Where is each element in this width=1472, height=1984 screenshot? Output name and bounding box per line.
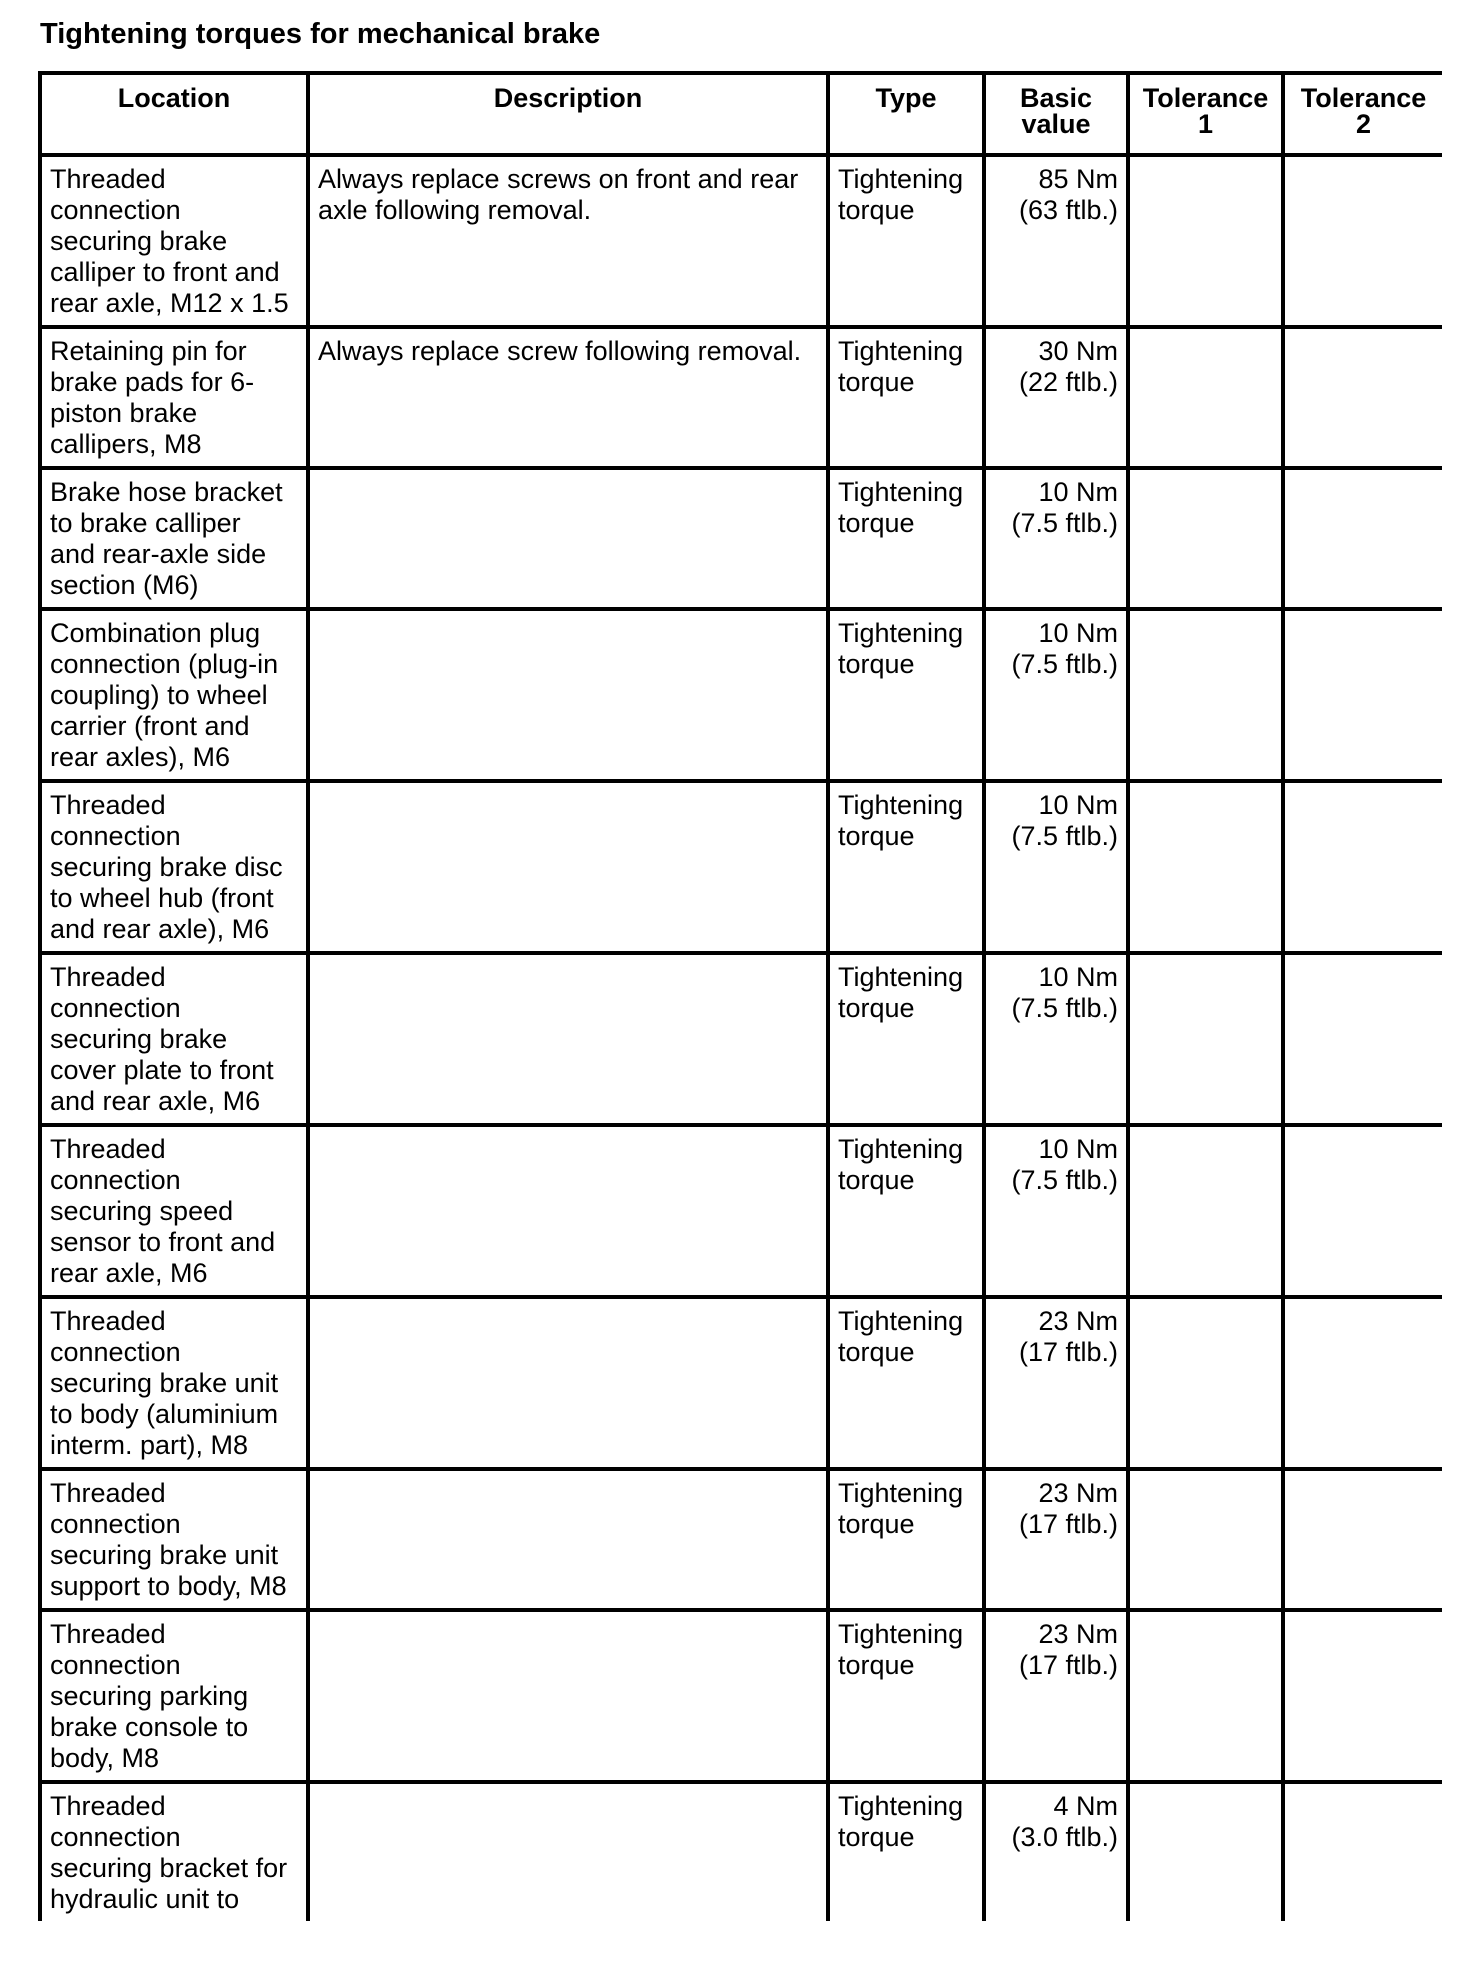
cell-line: 10 Nm — [1038, 1134, 1118, 1164]
tolerance-1-cell — [1128, 1125, 1283, 1297]
basic-value-cell — [984, 953, 1128, 1125]
table-row — [40, 468, 1442, 609]
cell-line: and rear-axle side — [50, 539, 267, 569]
header-tolerance-1-line-2: 1 — [1197, 109, 1214, 139]
cell-line: Retaining pin for — [50, 336, 247, 366]
cell-line: (7.5 ftlb.) — [1011, 821, 1118, 851]
cell-line: Threaded — [50, 1134, 166, 1164]
cell-line: (17 ftlb.) — [1018, 1337, 1118, 1367]
torque-table — [38, 71, 1442, 1921]
header-basic-value — [984, 73, 1128, 155]
tolerance-2-cell — [1283, 1125, 1442, 1297]
cell-line: coupling) to wheel — [50, 680, 268, 710]
cell-line: connection — [50, 195, 181, 225]
type-cell — [828, 155, 984, 327]
cell-line: Threaded — [50, 1478, 166, 1508]
cell-line: securing brake unit — [50, 1368, 279, 1398]
cell-line: Tightening — [838, 790, 964, 820]
cell-line: Tightening — [838, 962, 964, 992]
table-row — [40, 953, 1442, 1125]
cell-line: axle following removal. — [318, 195, 592, 225]
header-type: Type — [828, 73, 984, 155]
cell-line: connection — [50, 1337, 181, 1367]
cell-line: torque — [838, 1165, 915, 1195]
cell-line: Always replace screws on front and rear — [318, 164, 799, 194]
description-cell — [308, 468, 828, 609]
cell-line: hydraulic unit to — [50, 1884, 240, 1914]
header-basic-value-line-1: Basic — [1019, 83, 1093, 113]
tolerance-1-cell — [1128, 468, 1283, 609]
cell-line: to wheel hub (front — [50, 883, 274, 913]
header-tolerance-2-line-2: 2 — [1355, 109, 1372, 139]
location-cell — [40, 1782, 308, 1921]
cell-line: torque — [838, 508, 915, 538]
cell-line: 30 Nm — [1038, 336, 1118, 366]
cell-line: sensor to front and — [50, 1227, 276, 1257]
cell-line: Threaded — [50, 1306, 166, 1336]
cell-line: (17 ftlb.) — [1018, 1509, 1118, 1539]
tolerance-2-cell — [1283, 468, 1442, 609]
tolerance-1-cell — [1128, 781, 1283, 953]
type-cell — [828, 953, 984, 1125]
table-row — [40, 1782, 1442, 1921]
cell-line: Tightening — [838, 1134, 964, 1164]
cell-line: body, M8 — [50, 1743, 160, 1773]
description-cell — [308, 327, 828, 468]
location-cell — [40, 953, 308, 1125]
cell-line: brake console to — [50, 1712, 249, 1742]
description-cell — [308, 155, 828, 327]
cell-line: rear axles), M6 — [50, 742, 231, 772]
table-row — [40, 1610, 1442, 1782]
description-cell — [308, 1610, 828, 1782]
cell-line: (17 ftlb.) — [1018, 1650, 1118, 1680]
cell-line: torque — [838, 367, 915, 397]
cell-line: torque — [838, 1337, 915, 1367]
basic-value-cell — [984, 1610, 1128, 1782]
cell-line: carrier (front and — [50, 711, 250, 741]
tolerance-2-cell — [1283, 1469, 1442, 1610]
cell-line: piston brake — [50, 398, 198, 428]
table-header-row — [40, 73, 1442, 155]
cell-line: 23 Nm — [1038, 1478, 1118, 1508]
cell-line: securing brake — [50, 226, 228, 256]
header-tolerance-2-line-1: Tolerance — [1300, 83, 1427, 113]
cell-line: cover plate to front — [50, 1055, 274, 1085]
cell-line: (3.0 ftlb.) — [1011, 1822, 1118, 1852]
cell-line: torque — [838, 1822, 915, 1852]
cell-line: torque — [838, 195, 915, 225]
cell-line: torque — [838, 649, 915, 679]
cell-line: 10 Nm — [1038, 962, 1118, 992]
type-cell — [828, 1610, 984, 1782]
cell-line: 23 Nm — [1038, 1306, 1118, 1336]
basic-value-cell — [984, 781, 1128, 953]
cell-line: connection — [50, 821, 181, 851]
cell-line: connection — [50, 993, 181, 1023]
cell-line: 10 Nm — [1038, 477, 1118, 507]
cell-line: 10 Nm — [1038, 790, 1118, 820]
cell-line: 10 Nm — [1038, 618, 1118, 648]
cell-line: securing brake disc — [50, 852, 283, 882]
cell-line: Tightening — [838, 1791, 964, 1821]
cell-line: Threaded — [50, 962, 166, 992]
type-cell — [828, 1125, 984, 1297]
tolerance-2-cell — [1283, 327, 1442, 468]
basic-value-cell — [984, 1125, 1128, 1297]
page-title: Tightening torques for mechanical brake — [40, 18, 601, 50]
location-cell — [40, 327, 308, 468]
cell-line: Tightening — [838, 1306, 964, 1336]
cell-line: 4 Nm — [1053, 1791, 1118, 1821]
header-tolerance-1 — [1128, 73, 1283, 155]
header-basic-value-line-2: value — [1021, 109, 1091, 139]
table-row — [40, 609, 1442, 781]
location-cell — [40, 1469, 308, 1610]
header-tolerance-1-line-1: Tolerance — [1142, 83, 1269, 113]
cell-line: Combination plug — [50, 618, 261, 648]
cell-line: Threaded — [50, 1619, 166, 1649]
location-cell — [40, 1610, 308, 1782]
basic-value-cell — [984, 1297, 1128, 1469]
table-row — [40, 781, 1442, 953]
tolerance-1-cell — [1128, 1297, 1283, 1469]
basic-value-cell — [984, 609, 1128, 781]
type-cell — [828, 781, 984, 953]
tolerance-2-cell — [1283, 609, 1442, 781]
cell-line: Threaded — [50, 790, 166, 820]
header-tolerance-2 — [1283, 73, 1442, 155]
cell-line: Tightening — [838, 1619, 964, 1649]
location-cell — [40, 609, 308, 781]
cell-line: callipers, M8 — [50, 429, 202, 459]
tolerance-2-cell — [1283, 1782, 1442, 1921]
cell-line: Tightening — [838, 618, 964, 648]
cell-line: connection (plug-in — [50, 649, 279, 679]
cell-line: torque — [838, 821, 915, 851]
cell-line: connection — [50, 1650, 181, 1680]
header-description: Description — [308, 73, 828, 155]
tolerance-1-cell — [1128, 1610, 1283, 1782]
location-cell — [40, 155, 308, 327]
torque-table-container — [38, 71, 1442, 1984]
tolerance-2-cell — [1283, 155, 1442, 327]
cell-line: section (M6) — [50, 570, 199, 600]
cell-line: securing parking — [50, 1681, 249, 1711]
cell-line: (7.5 ftlb.) — [1011, 993, 1118, 1023]
cell-line: torque — [838, 1650, 915, 1680]
location-cell — [40, 781, 308, 953]
cell-line: Tightening — [838, 1478, 964, 1508]
cell-line: and rear axle, M6 — [50, 1086, 261, 1116]
type-cell — [828, 609, 984, 781]
tolerance-2-cell — [1283, 781, 1442, 953]
tolerance-1-cell — [1128, 155, 1283, 327]
tolerance-2-cell — [1283, 1297, 1442, 1469]
basic-value-cell — [984, 468, 1128, 609]
type-cell — [828, 468, 984, 609]
basic-value-cell — [984, 327, 1128, 468]
cell-line: calliper to front and — [50, 257, 280, 287]
cell-line: securing brake — [50, 1024, 228, 1054]
cell-line: interm. part), M8 — [50, 1430, 249, 1460]
cell-line: to body (aluminium — [50, 1399, 279, 1429]
description-cell — [308, 1782, 828, 1921]
header-location: Location — [40, 73, 308, 155]
basic-value-cell — [984, 1782, 1128, 1921]
basic-value-cell — [984, 155, 1128, 327]
cell-line: to brake calliper — [50, 508, 241, 538]
tolerance-1-cell — [1128, 953, 1283, 1125]
description-cell — [308, 1125, 828, 1297]
cell-line: securing bracket for — [50, 1853, 288, 1883]
description-cell — [308, 953, 828, 1125]
description-cell — [308, 1297, 828, 1469]
cell-line: Threaded — [50, 1791, 166, 1821]
tolerance-1-cell — [1128, 1782, 1283, 1921]
location-cell — [40, 468, 308, 609]
cell-line: Tightening — [838, 336, 964, 366]
cell-line: brake pads for 6- — [50, 367, 255, 397]
cell-line: Tightening — [838, 477, 964, 507]
basic-value-cell — [984, 1469, 1128, 1610]
table-body — [40, 155, 1442, 1921]
table-row — [40, 1469, 1442, 1610]
cell-line: Always replace screw following removal. — [318, 336, 802, 366]
cell-line: rear axle, M12 x 1.5 — [50, 288, 289, 318]
type-cell — [828, 1469, 984, 1610]
location-cell — [40, 1297, 308, 1469]
cell-line: Brake hose bracket — [50, 477, 283, 507]
description-cell — [308, 781, 828, 953]
type-cell — [828, 1782, 984, 1921]
cell-line: torque — [838, 1509, 915, 1539]
table-row — [40, 1125, 1442, 1297]
tolerance-1-cell — [1128, 609, 1283, 781]
cell-line: Threaded — [50, 164, 166, 194]
type-cell — [828, 1297, 984, 1469]
table-row — [40, 155, 1442, 327]
cell-line: connection — [50, 1165, 181, 1195]
cell-line: 85 Nm — [1038, 164, 1118, 194]
tolerance-2-cell — [1283, 1610, 1442, 1782]
cell-line: securing brake unit — [50, 1540, 279, 1570]
cell-line: (7.5 ftlb.) — [1011, 649, 1118, 679]
tolerance-2-cell — [1283, 953, 1442, 1125]
cell-line: connection — [50, 1822, 181, 1852]
location-cell — [40, 1125, 308, 1297]
cell-line: (63 ftlb.) — [1018, 195, 1118, 225]
tolerance-1-cell — [1128, 1469, 1283, 1610]
table-row — [40, 1297, 1442, 1469]
description-cell — [308, 609, 828, 781]
cell-line: 23 Nm — [1038, 1619, 1118, 1649]
cell-line: torque — [838, 993, 915, 1023]
cell-line: Tightening — [838, 164, 964, 194]
cell-line: securing speed — [50, 1196, 234, 1226]
cell-line: (22 ftlb.) — [1018, 367, 1118, 397]
cell-line: rear axle, M6 — [50, 1258, 208, 1288]
cell-line: and rear axle), M6 — [50, 914, 270, 944]
description-cell — [308, 1469, 828, 1610]
type-cell — [828, 327, 984, 468]
cell-line: support to body, M8 — [50, 1571, 287, 1601]
tolerance-1-cell — [1128, 327, 1283, 468]
table-row — [40, 327, 1442, 468]
cell-line: (7.5 ftlb.) — [1011, 1165, 1118, 1195]
cell-line: (7.5 ftlb.) — [1011, 508, 1118, 538]
cell-line: connection — [50, 1509, 181, 1539]
